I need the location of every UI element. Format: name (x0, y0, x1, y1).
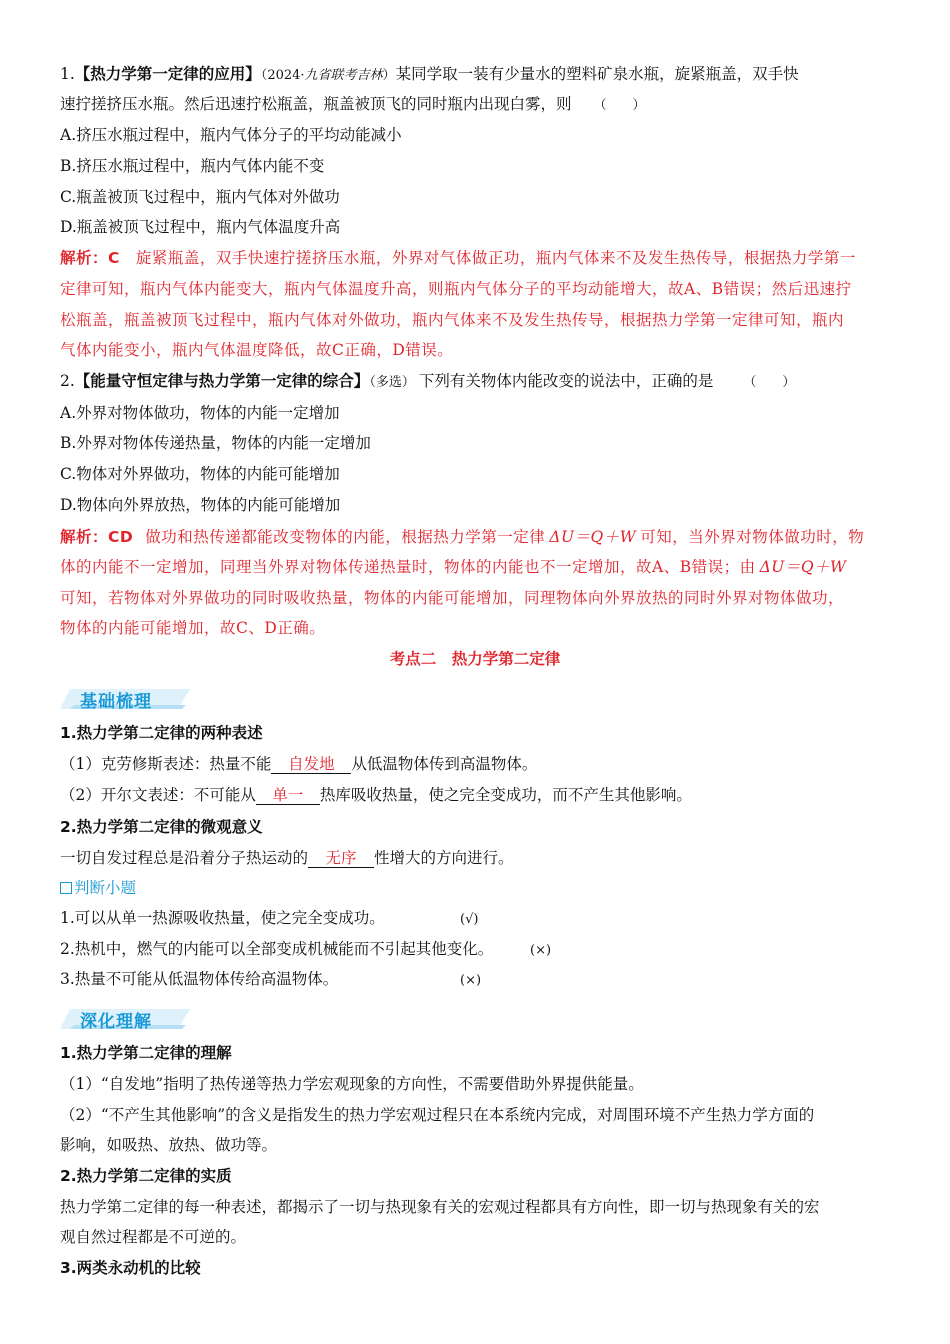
q2-option-c: C.物体对外界做功，物体的内能可能增加 (60, 465, 340, 483)
judge-item-3-text: 3.热量不可能从低温物体传给高温物体。 (60, 970, 339, 988)
kelvin-statement (60, 785, 892, 805)
q1-analysis-line3: 松瓶盖，瓶盖被顶飞过程中，瓶内气体对外做功，瓶内气体来不及发生热传导，根据热力学第一定律可知，瓶内 (60, 311, 845, 329)
q1-number: 1. (60, 65, 75, 83)
deep-heading-2: 2.热力学第二定律的实质 (60, 1167, 232, 1185)
q1-tag: 【热力学第一定律的应用】 (74, 65, 261, 83)
q1-source-close: ） (382, 68, 396, 83)
deep-p3-line1: 热力学第二定律的每一种表述，都揭示了一切与热现象有关的宏观过程都具有方向性，即一切与热现象有关的宏 (60, 1198, 820, 1216)
q2-answer: CD (108, 528, 134, 546)
judge-title-label: 判断小题 (74, 879, 137, 897)
basics-banner-label: 基础梳理 (80, 692, 152, 712)
deep-banner-label: 深化理解 (80, 1012, 152, 1032)
judge-title (60, 878, 892, 898)
q1-analysis-label: 解析： (60, 249, 109, 267)
judge-item-1 (60, 908, 892, 930)
clausius-statement (60, 754, 892, 774)
deep-heading-3: 3.两类永动机的比较 (60, 1259, 201, 1277)
judge-item-1-mark: (√) (460, 912, 479, 927)
q2-analysis-text2: 体的内能不一定增加，同理当外界对物体传递热量时，物体的内能也不一定增加，故A、B错误；由 (60, 558, 756, 576)
q1-option-a: A.挤压水瓶过程中，瓶内气体分子的平均动能减小 (60, 126, 402, 144)
judge-item-2-mark: (×) (530, 943, 552, 958)
q1-stem-text1: 某同学取一装有少量水的塑料矿泉水瓶，旋紧瓶盖，双手快 (395, 65, 799, 83)
q2-multi-select: （多选） (369, 375, 415, 390)
judge-item-1-text: 1.可以从单一热源吸收热量，使之完全变成功。 (60, 909, 385, 927)
q1-analysis-line1 (60, 248, 892, 268)
deep-p2-line1: （2）“不产生其他影响”的含义是指发生的热力学宏观过程只在本系统内完成，对周围环境不产生热力学方面的 (60, 1106, 815, 1124)
q1-source-name: 九省联考吉林 (304, 68, 383, 83)
q2-analysis-text1b: 可知，当外界对物体做功时，物 (640, 528, 865, 546)
q1-analysis-line2: 定律可知，瓶内气体内能变大，瓶内气体温度升高，则瓶内气体分子的平均动能增大，故A、B错误；然后迅速拧 (60, 280, 852, 298)
judge-item-2-text: 2.热机中，燃气的内能可以全部变成机械能而不引起其他变化。 (60, 940, 494, 958)
q2-analysis-line1 (60, 527, 892, 547)
basics-banner (60, 685, 190, 711)
q2-formula-2: ΔU＝Q＋W (759, 558, 847, 576)
q2-option-b: B.外界对物体传递热量，物体的内能一定增加 (60, 434, 371, 452)
judge-item-3-mark: (×) (460, 973, 482, 988)
judge-item-3 (60, 969, 892, 991)
clausius-text-a: （1）克劳修斯表述：热量不能 (60, 755, 272, 773)
q2-option-d: D.物体向外界放热，物体的内能可能增加 (60, 496, 341, 514)
q1-option-b: B.挤压水瓶过程中，瓶内气体内能不变 (60, 157, 325, 175)
q2-stem (60, 371, 892, 393)
q1-answer-paren: （ ） (593, 98, 646, 113)
kelvin-blank: 单一 (256, 786, 320, 805)
q1-answer: C (108, 249, 120, 267)
q2-analysis-line3: 可知，若物体对外界做功的同时吸收热量，物体的内能可能增加，同理物体向外界放热的同时外界对物体做功， (60, 589, 845, 607)
micro-meaning (60, 848, 892, 868)
clausius-blank: 自发地 (271, 755, 351, 774)
deep-p3-line2: 观自然过程都是不可逆的。 (60, 1228, 247, 1246)
q2-option-a: A.外界对物体做功，物体的内能一定增加 (60, 404, 340, 422)
q1-analysis-text1: 旋紧瓶盖，双手快速拧搓挤压水瓶，外界对气体做正功，瓶内气体来不及发生热传导，根据热力学第一 (135, 249, 856, 267)
q1-stem-line1 (60, 64, 892, 86)
kelvin-text-a: （2）开尔文表述：不可能从 (60, 786, 256, 804)
checkbox-icon (60, 882, 72, 894)
micro-text-a: 一切自发过程总是沿着分子热运动的 (60, 849, 309, 867)
q2-tag: 【能量守恒定律与热力学第一定律的综合】 (74, 372, 370, 390)
q1-option-c: C.瓶盖被顶飞过程中，瓶内气体对外做功 (60, 188, 340, 206)
q2-analysis-line2 (60, 557, 892, 577)
basics-heading-1: 1.热力学第二定律的两种表述 (60, 724, 263, 742)
q1-source-open: （2024· (260, 68, 305, 83)
micro-blank: 无序 (308, 849, 374, 868)
section-title: 考点二 热力学第二定律 (389, 650, 561, 668)
q2-answer-paren: （ ） (743, 375, 796, 390)
judge-item-2 (60, 939, 892, 961)
q2-analysis-text1a: 做功和热传递都能改变物体的内能，根据热力学第一定律 (145, 528, 546, 546)
q1-option-d: D.瓶盖被顶飞过程中，瓶内气体温度升高 (60, 218, 341, 236)
kelvin-text-b: 热库吸收热量，使之完全变成功，而不产生其他影响。 (319, 786, 692, 804)
q1-analysis-line4: 气体内能变小，瓶内气体温度降低，故C正确，D错误。 (60, 341, 454, 359)
q2-number: 2. (60, 372, 75, 390)
q1-stem-text2: 速拧搓挤压水瓶。然后迅速拧松瓶盖，瓶盖被顶飞的同时瓶内出现白雾，则 (60, 95, 572, 113)
q2-formula-1: ΔU＝Q＋W (549, 528, 637, 546)
deep-p1: （1）“自发地”指明了热传递等热力学宏观现象的方向性，不需要借助外界提供能量。 (60, 1075, 644, 1093)
micro-text-b: 性增大的方向进行。 (374, 849, 514, 867)
basics-heading-2: 2.热力学第二定律的微观意义 (60, 818, 263, 836)
clausius-text-b: 从低温物体传到高温物体。 (351, 755, 538, 773)
deep-heading-1: 1.热力学第二定律的理解 (60, 1044, 232, 1062)
deep-banner (60, 1005, 190, 1031)
deep-p2-line2: 影响，如吸热、放热、做功等。 (60, 1136, 278, 1154)
q2-analysis-line4: 物体的内能可能增加，故C、D正确。 (60, 619, 326, 637)
q2-analysis-label: 解析： (60, 528, 109, 546)
q2-stem-text: 下列有关物体内能改变的说法中，正确的是 (418, 372, 714, 390)
q1-stem-line2 (60, 94, 892, 116)
